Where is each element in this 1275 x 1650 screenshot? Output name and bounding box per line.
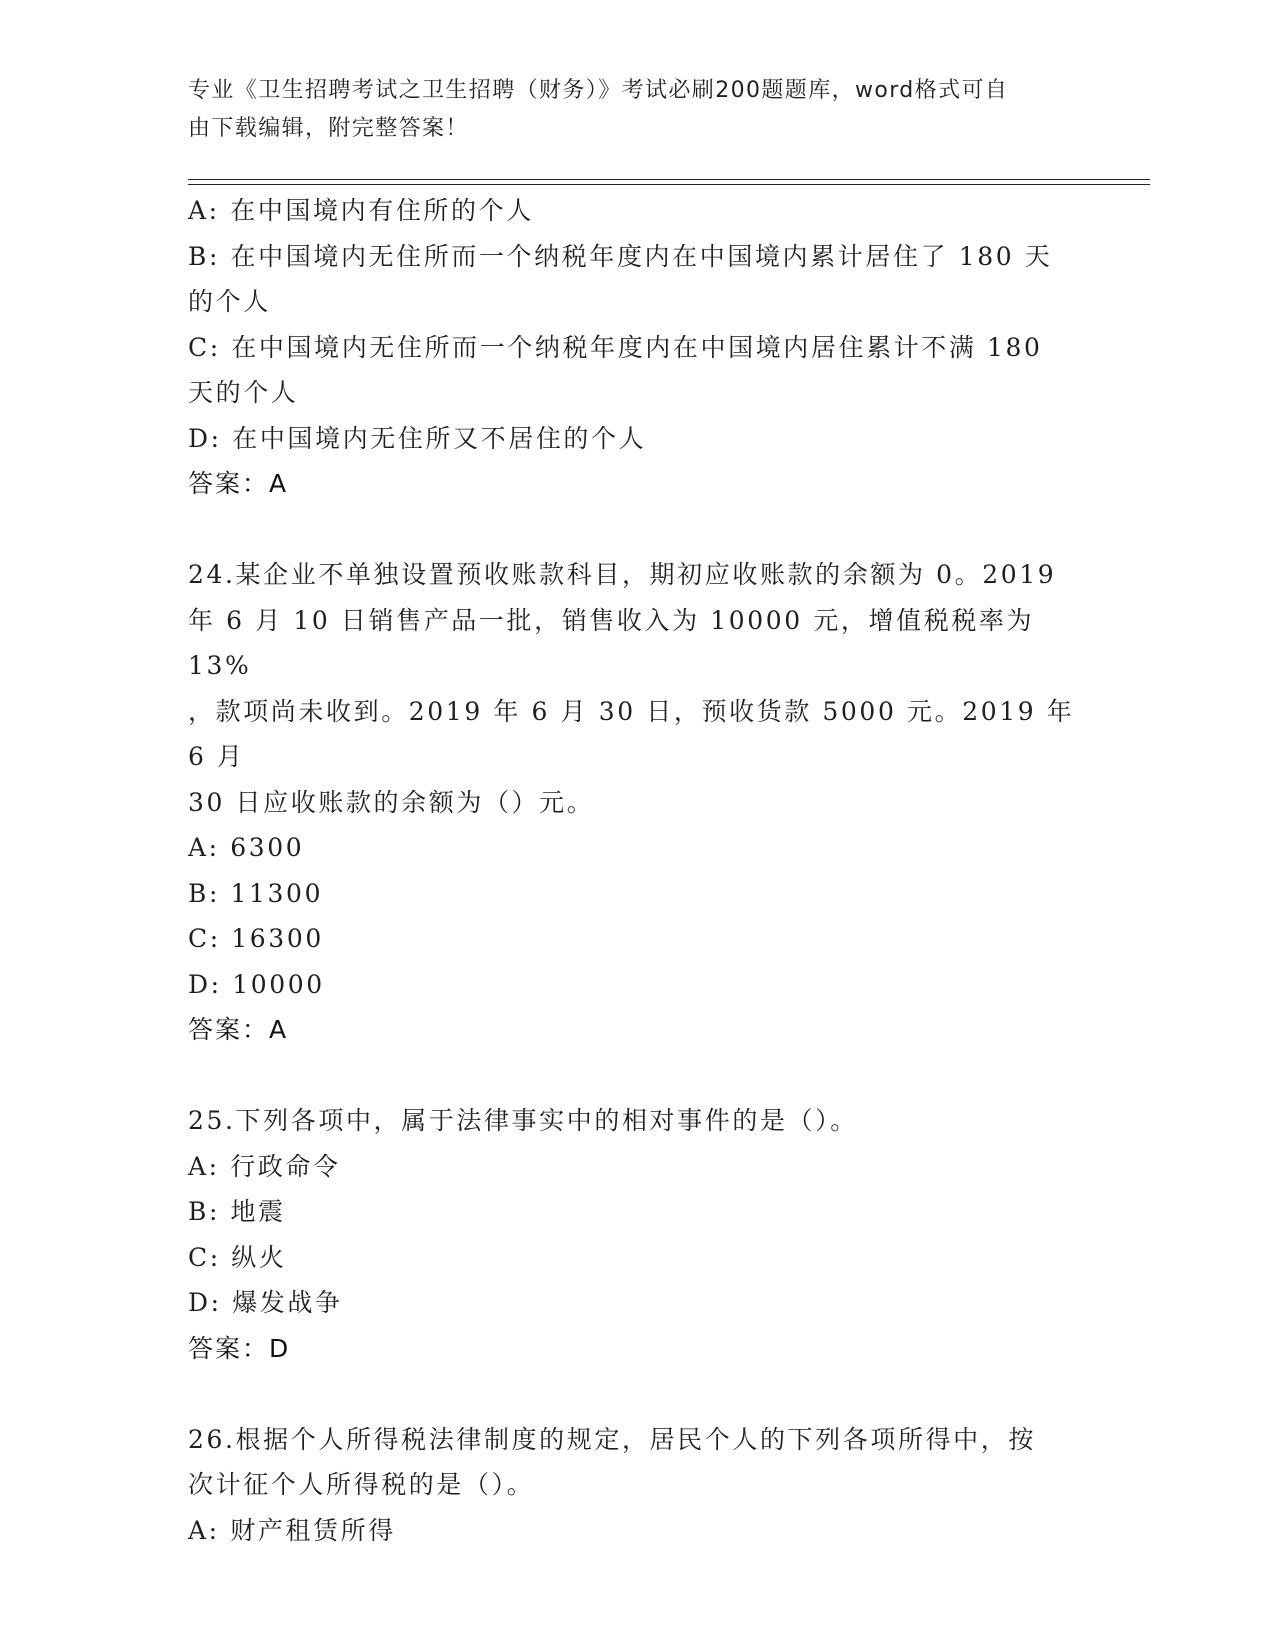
- answer-label: 答案：A: [188, 1015, 289, 1044]
- option-d: D: 10000: [188, 969, 325, 999]
- option-d: D: 爆发战争: [188, 1288, 343, 1317]
- question-stem-line: 24.某企业不单独设置预收账款科目，期初应收账款的余额为 0。2019: [188, 560, 1057, 589]
- option-a: A: 财产租赁所得: [188, 1515, 396, 1545]
- option-b: B: 地震: [188, 1197, 286, 1226]
- option-a: A: 在中国境内有住所的个人: [188, 196, 534, 225]
- option-c-line-1: C: 在中国境内无住所而一个纳税年度内在中国境内居住累计不满 180: [188, 332, 1043, 362]
- spacer: [188, 507, 1088, 553]
- option-d: D: 在中国境内无住所又不居住的个人: [188, 423, 647, 453]
- option-c: C: 16300: [188, 924, 324, 953]
- header-title-line-1: 专业《卫生招聘考试之卫生招聘（财务）》考试必刷200题题库，word格式可自: [188, 78, 1009, 103]
- question-stem-line: 次计征个人所得税的是（）。: [188, 1470, 535, 1499]
- spacer: [188, 1371, 1088, 1417]
- question-stem-line: 25.下列各项中，属于法律事实中的相对事件的是（）。: [188, 1106, 858, 1135]
- question-23: [188, 188, 1088, 507]
- document-header: [188, 72, 1068, 148]
- option-b-line-1: B: 在中国境内无住所而一个纳税年度内在中国境内累计居住了 180 天: [188, 241, 1053, 271]
- question-stem-line: 30 日应收账款的余额为（）元。: [188, 787, 595, 817]
- option-b: B: 11300: [188, 878, 324, 908]
- answer-label: 答案：A: [188, 469, 289, 498]
- option-a: A: 6300: [188, 833, 305, 862]
- question-26: [188, 1417, 1088, 1554]
- option-c-line-2: 天的个人: [188, 378, 299, 407]
- option-c: [188, 325, 1088, 416]
- question-24: [188, 552, 1088, 1053]
- question-25: [188, 1098, 1088, 1371]
- header-divider-bottom: [188, 184, 1150, 185]
- question-stem-line: 年 6 月 10 日销售产品一批，销售收入为 10000 元，增值税税率为 13%: [188, 605, 1045, 680]
- spacer: [188, 1053, 1088, 1099]
- option-b: [188, 234, 1088, 325]
- header-divider-top: [188, 179, 1150, 180]
- answer-label: 答案：D: [188, 1333, 291, 1363]
- question-stem-line: ，款项尚未收到。2019 年 6 月 30 日，预收货款 5000 元。2019 年 6 月: [188, 696, 1085, 771]
- header-title-line-2: 由下载编辑，附完整答案！: [188, 116, 469, 141]
- question-content: [188, 188, 1088, 1553]
- option-c: C: 纵火: [188, 1242, 287, 1272]
- option-a: A: 行政命令: [188, 1151, 341, 1181]
- question-stem-line: 26.根据个人所得税法律制度的规定，居民个人的下列各项所得中，按: [188, 1424, 1036, 1454]
- option-b-line-2: 的个人: [188, 287, 271, 316]
